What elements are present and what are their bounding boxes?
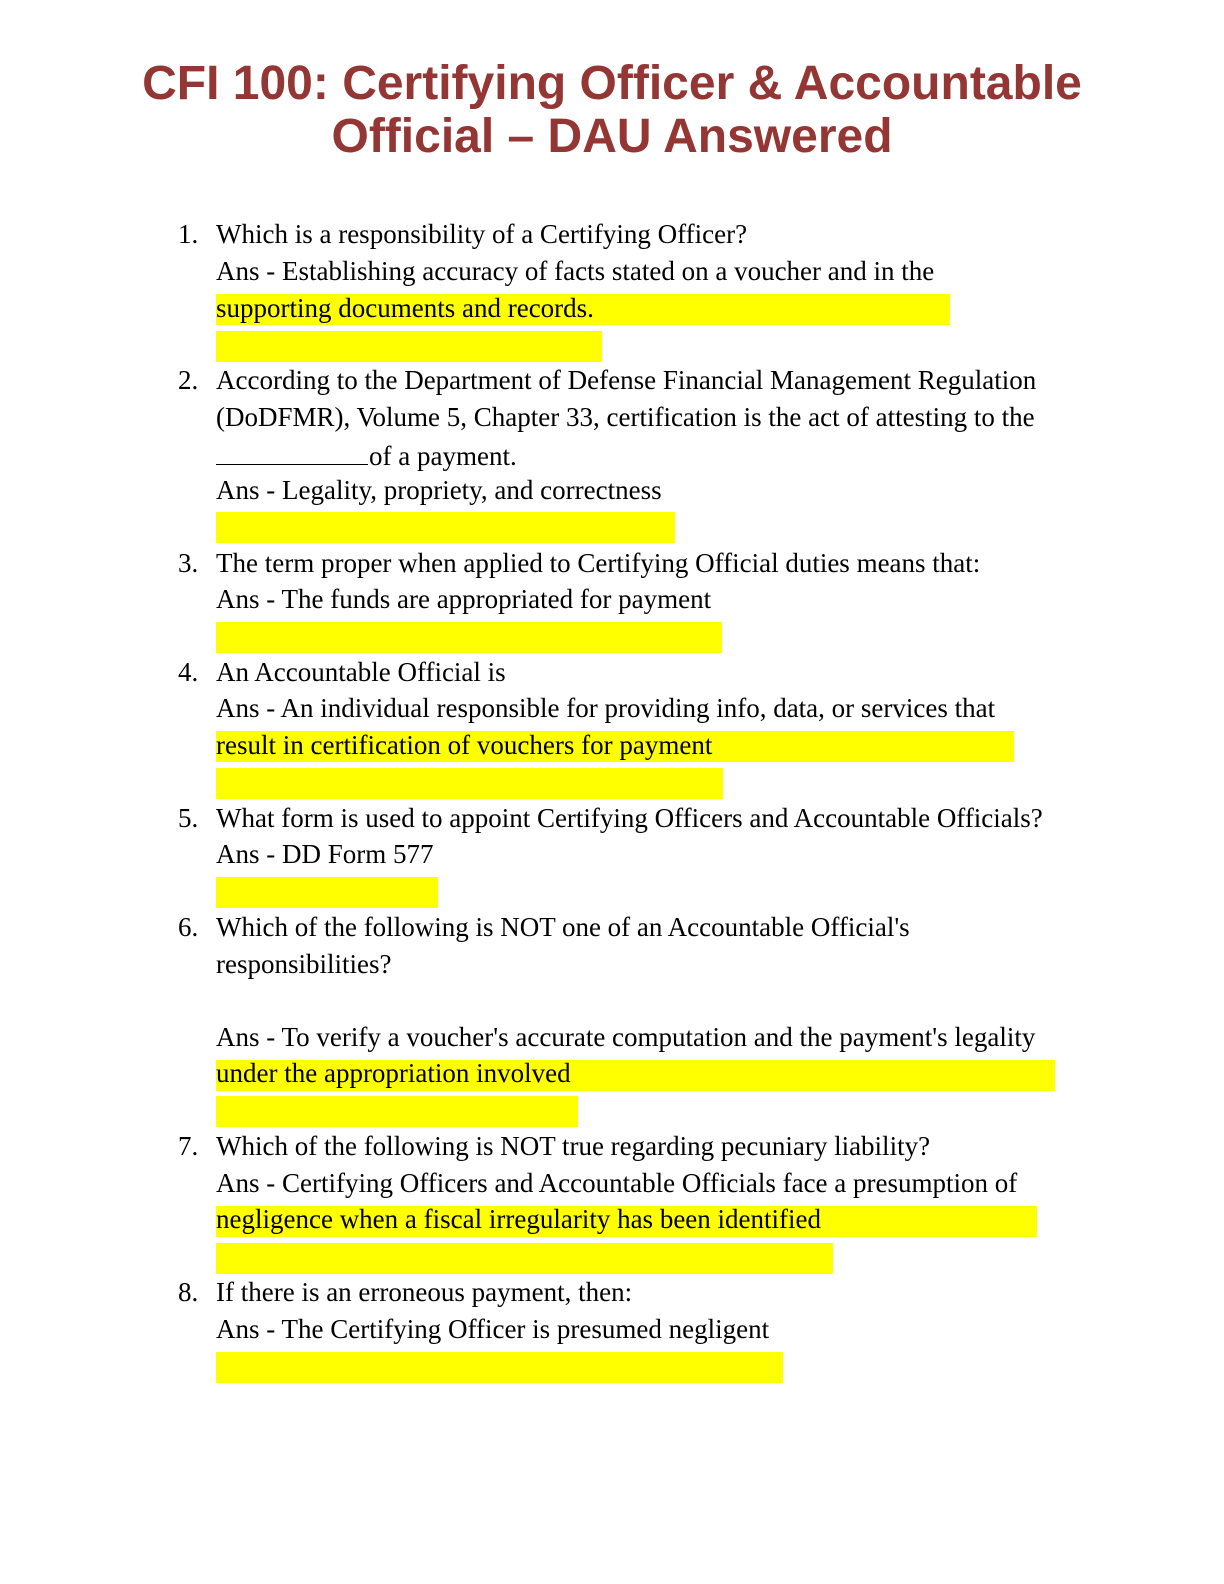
- answer-text-continued: supporting documents and records.: [216, 293, 594, 323]
- question-text: What form is used to appoint Certifying Officers and Accountable Officials?: [216, 803, 1043, 833]
- question-number: 4.: [178, 657, 199, 687]
- answer-text: Ans - An individual responsible for providing info, data, or services that: [216, 693, 996, 723]
- answer-highlight-empty-line: [216, 512, 675, 543]
- answer-text: Ans - Legality, propriety, and correctness: [216, 475, 662, 505]
- answer-text: Ans - DD Form 577: [216, 839, 434, 869]
- question-text: The term proper when applied to Certifying Official duties means that:: [216, 548, 981, 578]
- answer-text: Ans - Establishing accuracy of facts stated on a voucher and in the: [216, 256, 935, 286]
- answer-highlight-empty-line: [216, 877, 438, 908]
- answer-highlight-empty-line: [216, 768, 723, 799]
- question-text-end: of a payment.: [369, 441, 517, 471]
- answer-text-continued: negligence when a fiscal irregularity has been identified: [216, 1204, 821, 1234]
- title-line-2: Official – DAU Answered: [331, 110, 893, 163]
- question-text: According to the Department of Defense Financial Management Regulation: [216, 365, 1037, 395]
- question-number: 7.: [178, 1131, 199, 1161]
- question-text-continued: (DoDFMR), Volume 5, Chapter 33, certification is the act of attesting to the: [216, 402, 1035, 432]
- question-number: 6.: [178, 912, 199, 942]
- answer-text: Ans - The Certifying Officer is presumed negligent: [216, 1314, 770, 1344]
- question-number: 1.: [178, 219, 199, 249]
- answer-text: Ans - The funds are appropriated for payment: [216, 584, 712, 614]
- question-text: An Accountable Official is: [216, 657, 506, 687]
- answer-text: Ans - Certifying Officers and Accountable Officials face a presumption of: [216, 1168, 1018, 1198]
- answer-highlight-empty-line: [216, 622, 722, 653]
- answer-highlight-empty-line: [216, 331, 602, 362]
- answer-text-continued: result in certification of vouchers for payment: [216, 730, 713, 760]
- question-number: 2.: [178, 365, 199, 395]
- question-text-continued: responsibilities?: [216, 949, 392, 979]
- answer-highlight-empty-line: [216, 1243, 833, 1274]
- title-line-1: CFI 100: Certifying Officer & Accountable: [142, 57, 1082, 110]
- question-text: Which of the following is NOT true regarding pecuniary liability?: [216, 1131, 931, 1161]
- answer-highlight-empty-line: [216, 1096, 578, 1127]
- fill-in-blank: [216, 436, 368, 465]
- question-text: If there is an erroneous payment, then:: [216, 1277, 633, 1307]
- question-text: Which of the following is NOT one of an Accountable Official's: [216, 912, 910, 942]
- question-text-blank-line: [216, 436, 517, 473]
- question-number: 3.: [178, 548, 199, 578]
- answer-highlight-empty-line: [216, 1352, 783, 1383]
- answer-text: Ans - To verify a voucher's accurate computation and the payment's legality: [216, 1022, 1036, 1052]
- answer-text-continued: under the appropriation involved: [216, 1058, 571, 1088]
- question-number: 5.: [178, 803, 199, 833]
- question-text: Which is a responsibility of a Certifying Officer?: [216, 219, 748, 249]
- question-number: 8.: [178, 1277, 199, 1307]
